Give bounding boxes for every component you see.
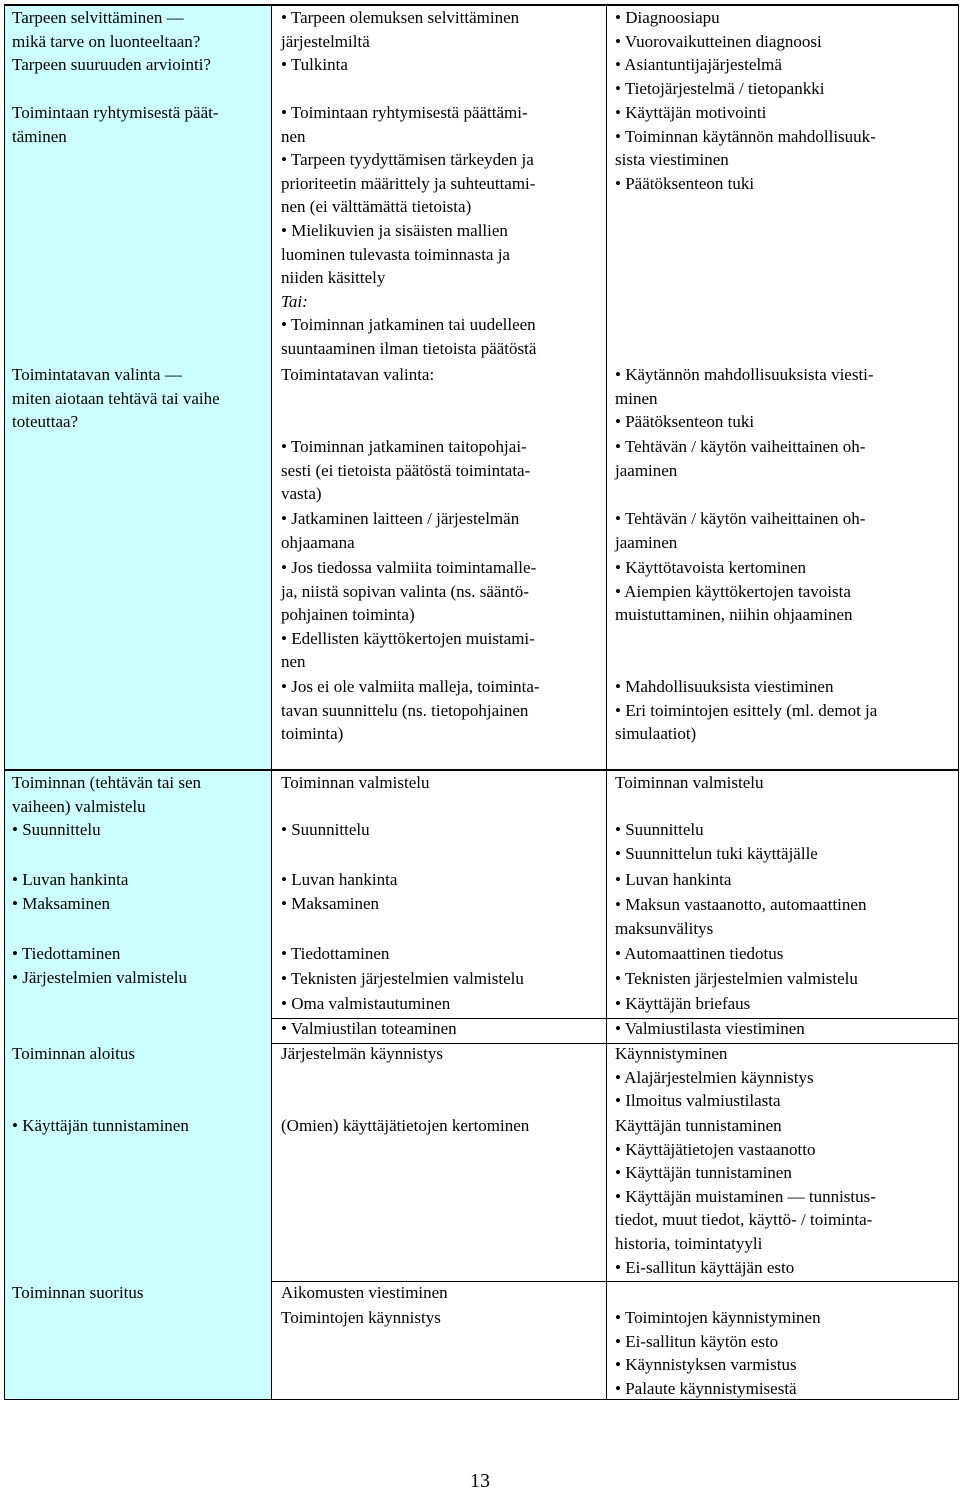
right-cell: • Automaattinen tiedotus <box>615 944 784 963</box>
right-cell: • Tehtävän / käytön vaiheittainen oh- jaaminen <box>615 509 866 552</box>
middle-cell: (Omien) käyttäjätietojen kertominen <box>281 1116 530 1135</box>
middle-cell: Järjestelmän käynnistys <box>281 1044 443 1063</box>
right-cell: • Käyttäjän briefaus <box>615 994 751 1013</box>
left-cell: Toimintaan ryhtymisestä päät- täminen <box>12 103 219 146</box>
left-column-shading <box>4 4 271 1399</box>
left-cell: Toiminnan aloitus <box>12 1044 135 1063</box>
right-cell: Toiminnan valmistelu • Suunnittelu • Suunnittelun tuki käyttäjälle <box>615 773 818 863</box>
middle-cell: • Tarpeen olemuksen selvittäminen järjestelmiltä • Tulkinta <box>281 8 520 75</box>
middle-cell: • Valmiustilan toteaminen <box>281 1019 457 1038</box>
left-cell: Toiminnan (tehtävän tai sen vaiheen) valmistelu • Suunnittelu <box>12 773 202 840</box>
right-cell: • Luvan hankinta <box>615 870 732 889</box>
left-cell: Toiminnan suoritus <box>12 1283 144 1302</box>
middle-cell: • Jos ei ole valmiita malleja, toiminta- tavan suunnittelu (ns. tietopohjainen toiminta) <box>281 677 540 744</box>
right-cell: • Käytännön mahdollisuuksista viesti- minen • Päätöksenteon tuki <box>615 365 874 432</box>
middle-cell: Toimintatavan valinta: <box>281 365 435 384</box>
right-cell: • Maksun vastaanotto, automaattinen maksunvälitys <box>615 895 867 938</box>
right-cell: • Käyttötavoista kertominen • Aiempien käyttökertojen tavoista muistuttaminen, niihin ohjaaminen <box>615 558 853 625</box>
middle-cell: • Oma valmistautuminen <box>281 994 451 1013</box>
rule <box>271 4 272 1400</box>
right-cell: Käynnistyminen • Alajärjestelmien käynnistys • Ilmoitus valmiustilasta <box>615 1044 814 1111</box>
middle-cell: Toimintojen käynnistys <box>281 1308 441 1327</box>
right-cell: • Tehtävän / käytön vaiheittainen oh- jaaminen <box>615 437 866 480</box>
left-cell: Tarpeen selvittäminen — mikä tarve on luonteeltaan? Tarpeen suuruuden arviointi? <box>12 8 211 75</box>
right-cell: • Teknisten järjestelmien valmistelu <box>615 969 858 988</box>
middle-cell: • Luvan hankinta • Maksaminen <box>281 870 398 913</box>
middle-cell: • Jatkaminen laitteen / järjestelmän ohjaamana <box>281 509 520 552</box>
right-cell: • Valmiustilasta viestiminen <box>615 1019 805 1038</box>
right-cell: • Mahdollisuuksista viestiminen • Eri toimintojen esittely (ml. demot ja simulaatiot) <box>615 677 878 744</box>
middle-cell: Toiminnan valmistelu • Suunnittelu <box>281 773 430 840</box>
right-cell: • Toimintojen käynnistyminen • Ei-sallitun käytön esto • Käynnistyksen varmistus • Palaute käynnistymisestä <box>615 1308 821 1398</box>
middle-cell: Aikomusten viestiminen <box>281 1283 448 1302</box>
left-cell: Toimintatavan valinta — miten aiotaan tehtävä tai vaihe toteuttaa? <box>12 365 220 432</box>
right-cell: Käyttäjän tunnistaminen • Käyttäjätietojen vastaanotto • Käyttäjän tunnistaminen • Käyttäjän muistaminen — tunnistus- tiedot, muut tiedot, käyttö- / toiminta- historia, toimintatyyli • Ei-sallitun käyttäjän esto <box>615 1116 876 1277</box>
left-cell: • Luvan hankinta • Maksaminen <box>12 870 129 913</box>
middle-cell: • Jos tiedossa valmiita toimintamalle- ja, niistä sopivan valinta (ns. sääntö- pohjainen toiminta) • Edellisten käyttökertojen muistami- nen <box>281 558 537 672</box>
middle-cell: • Toiminnan jatkaminen taitopohjai- sesti (ei tietoista päätöstä toimintata- vasta) <box>281 437 531 504</box>
rule <box>606 4 607 1400</box>
rule <box>4 4 5 1400</box>
middle-cell: • Toimintaan ryhtymisestä päättämi- nen • Tarpeen tyydyttämisen tärkeyden ja prioriteetin määrittely ja suhteuttami- nen (ei välttämättä tietoista) • Mielikuvien ja sisäisten mallien luominen tulevasta toiminnasta ja niiden käsittely Tai: • Toiminnan jatkaminen tai uudelleen suuntaaminen ilman tietoista päätöstä <box>281 103 537 358</box>
page-number: 13 <box>470 1470 490 1492</box>
right-cell: • Käyttäjän motivointi • Toiminnan käytännön mahdollisuuk- sista viestiminen • Päätöksenteon tuki <box>615 103 876 193</box>
middle-cell: • Tiedottaminen <box>281 944 390 963</box>
left-cell: • Tiedottaminen • Järjestelmien valmistelu <box>12 944 187 987</box>
rule <box>958 4 959 1400</box>
right-cell: • Diagnoosiapu • Vuorovaikutteinen diagnoosi • Asiantuntijajärjestelmä • Tietojärjestelmä / tietopankki <box>615 8 825 98</box>
left-cell: • Käyttäjän tunnistaminen <box>12 1116 189 1135</box>
middle-cell: • Teknisten järjestelmien valmistelu <box>281 969 524 988</box>
